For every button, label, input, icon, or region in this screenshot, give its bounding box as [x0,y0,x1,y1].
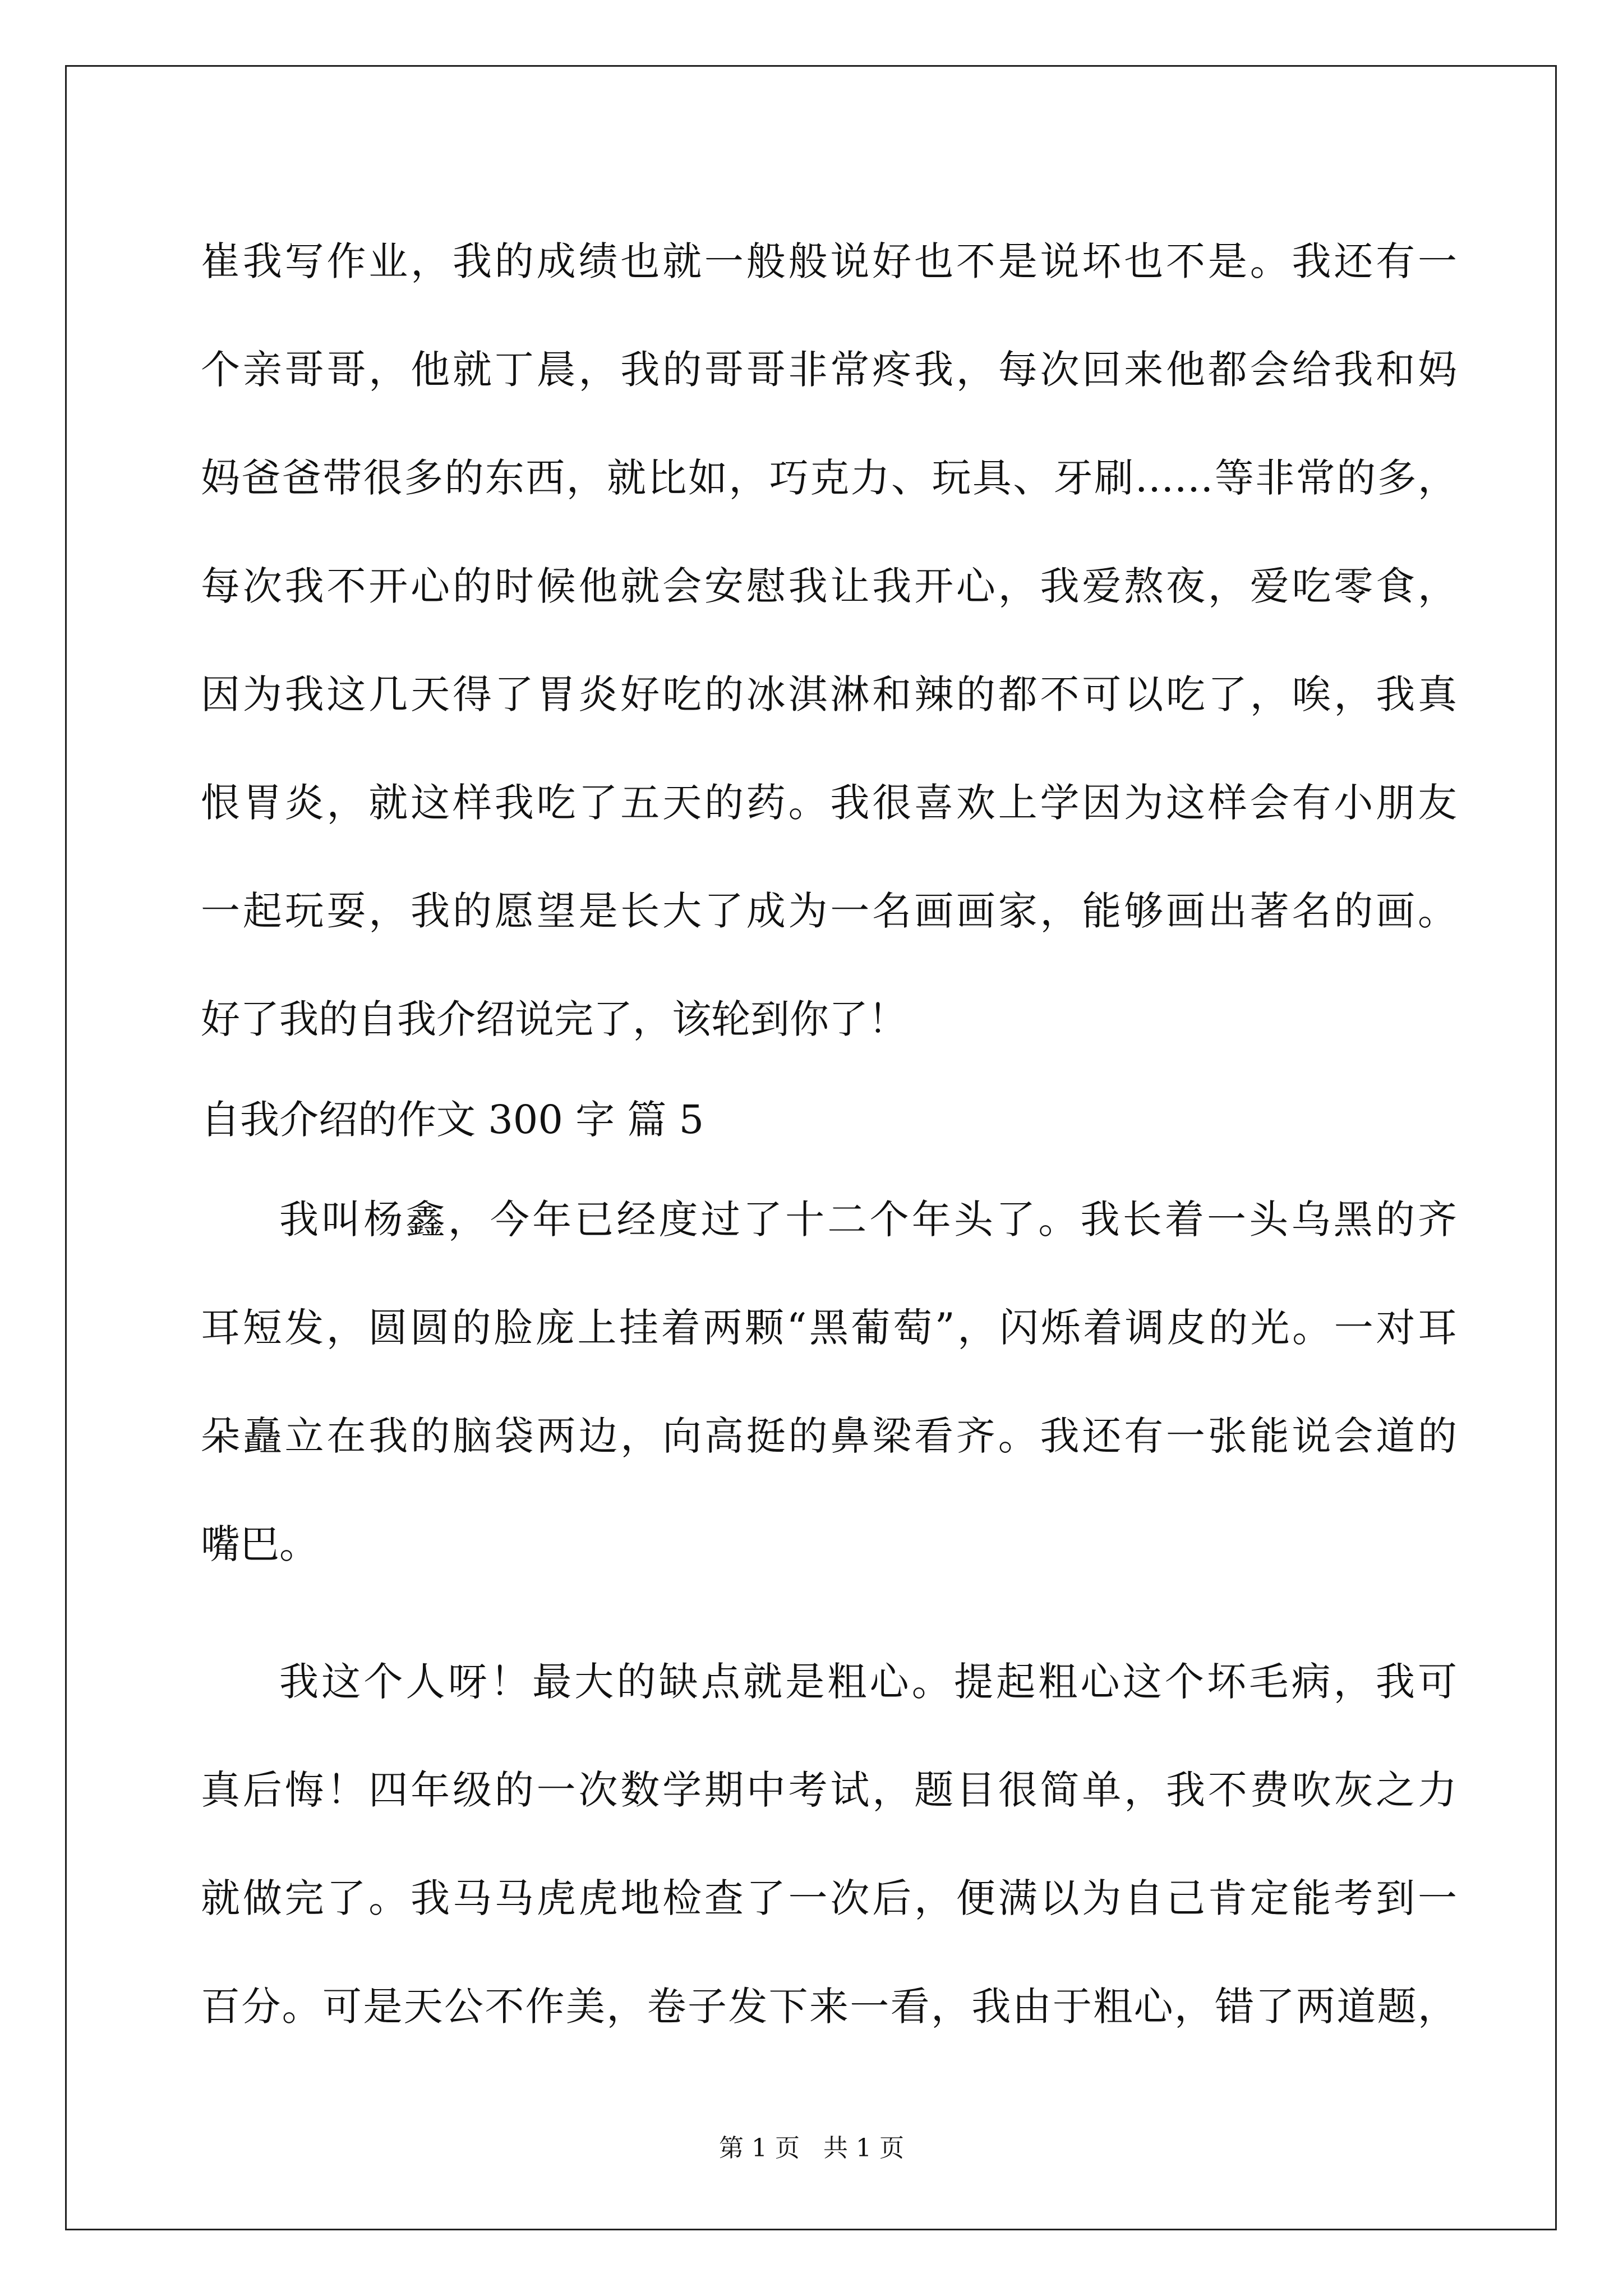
text-line: 真后悔！四年级的一次数学期中考试，题目很简单，我不费吹灰之力 [201,1767,1457,1813]
text-line: 我这个人呀！最大的缺点就是粗心。提起粗心这个坏毛病，我可 [279,1659,1457,1705]
text-line: 嘴巴。 [201,1521,319,1567]
text-line: 一起玩耍，我的愿望是长大了成为一名画画家，能够画出著名的画。 [201,888,1457,934]
text-line: 崔我写作业，我的成绩也就一般般说好也不是说坏也不是。我还有一 [201,238,1457,284]
page-total: 共 1 页 [823,2134,904,2162]
text-line: 耳短发，圆圆的脸庞上挂着两颗“黑葡萄”，闪烁着调皮的光。一对耳 [201,1305,1457,1351]
text-line: 恨胃炎，就这样我吃了五天的药。我很喜欢上学因为这样会有小朋友 [201,780,1457,826]
text-line: 百分。可是天公不作美，卷子发下来一看，我由于粗心，错了两道题， [201,1984,1457,2030]
paragraph-1 [201,1166,1457,1599]
text-line: 个亲哥哥，他就丁晨，我的哥哥非常疼我，每次回来他都会给我和妈 [201,347,1457,393]
document-body [201,208,1457,2061]
paragraph-gap [201,1599,1457,1628]
text-line: 妈爸爸带很多的东西，就比如，巧克力、玩具、牙刷……等非常的多， [201,455,1457,501]
text-line: 我叫杨鑫，今年已经度过了十二个年头了。我长着一头乌黑的齐 [279,1197,1457,1243]
text-line: 好了我的自我介绍说完了，该轮到你了！ [201,996,907,1042]
text-line: 就做完了。我马马虎虎地检查了一次后，便满以为自己肯定能考到一 [201,1875,1457,1921]
page-footer [0,2132,1623,2165]
text-line: 因为我这几天得了胃炎好吃的冰淇淋和辣的都不可以吃了，唉，我真 [201,671,1457,717]
text-line: 每次我不开心的时候他就会安慰我让我开心，我爱熬夜，爱吃零食， [201,563,1457,609]
paragraph-2 [201,1628,1457,2061]
paragraph-continued [201,208,1457,1074]
text-line: 朵矗立在我的脑袋两边，向高挺的鼻梁看齐。我还有一张能说会道的 [201,1413,1457,1459]
section-heading: 自我介绍的作文 300 字 篇 5 [201,1097,704,1143]
page-number: 第 1 页 [719,2134,800,2162]
